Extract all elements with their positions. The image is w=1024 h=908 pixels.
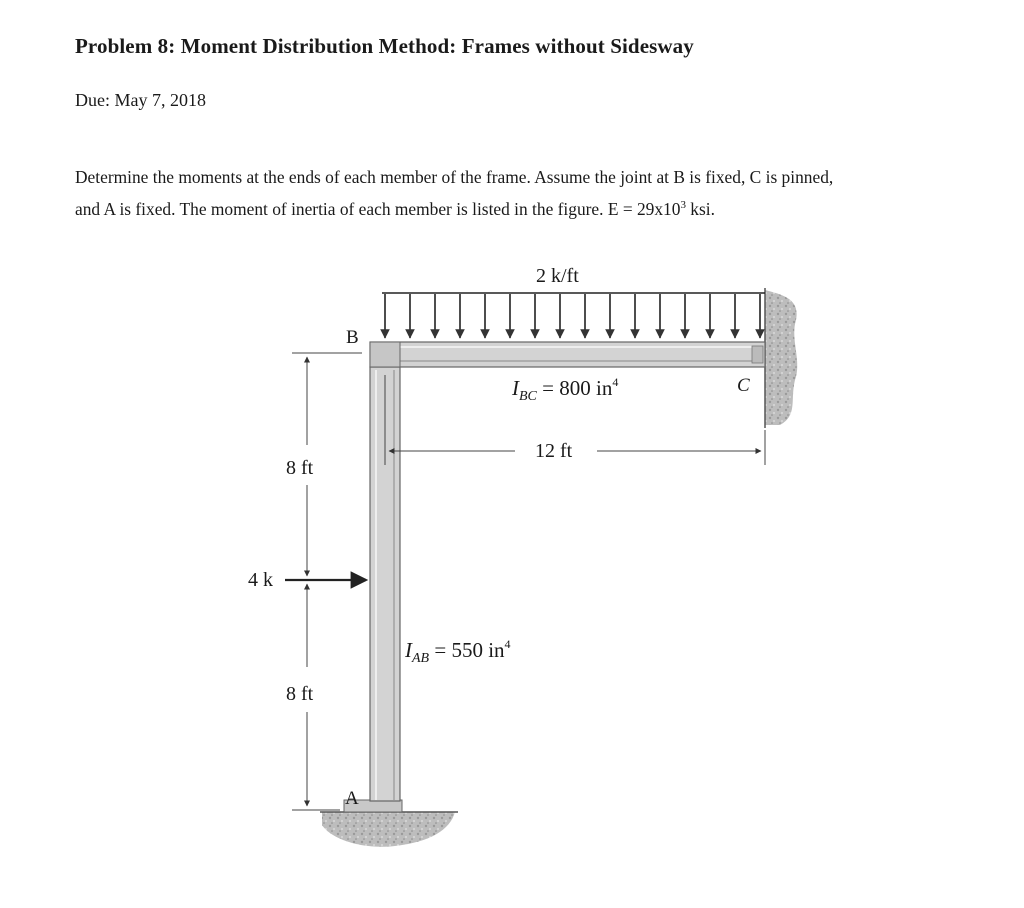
joint-b-label: B: [346, 327, 359, 348]
due-date: Due: May 7, 2018: [75, 90, 206, 110]
wall-support-c: [765, 290, 797, 425]
height-lower-label: 8 ft: [286, 683, 314, 705]
joint-b-plate: [370, 342, 400, 367]
page-title: Problem 8: Moment Distribution Method: Frames without Sidesway: [75, 34, 694, 58]
span-bc-label: 12 ft: [535, 440, 573, 462]
joint-c-label: C: [737, 375, 750, 396]
problem-line-2-end: ksi.: [685, 198, 715, 219]
exponent: 3: [680, 199, 686, 211]
distributed-load-arrows: [385, 294, 760, 338]
joint-c-plate: [752, 346, 763, 363]
distributed-load-label: 2 k/ft: [536, 265, 579, 287]
ibc-label: $I_{BC} = 800$ $in^4$: [512, 375, 619, 404]
height-upper-label: 8 ft: [286, 457, 314, 479]
problem-line-2-text: and A is fixed. The moment of inertia of each member is listed in the figure. E = 29x10: [75, 198, 681, 219]
ground-support-a: [322, 812, 455, 847]
problem-line-1: Determine the moments at the ends of each member of the frame. Assume the joint at B is fixed, C is pinned,: [75, 167, 834, 187]
iab-label: $I_{AB} = 550$ $in^4$: [405, 637, 511, 666]
point-load-label: 4 k: [248, 569, 273, 591]
beam-bc: [370, 342, 765, 367]
joint-a-label: A: [345, 788, 359, 809]
